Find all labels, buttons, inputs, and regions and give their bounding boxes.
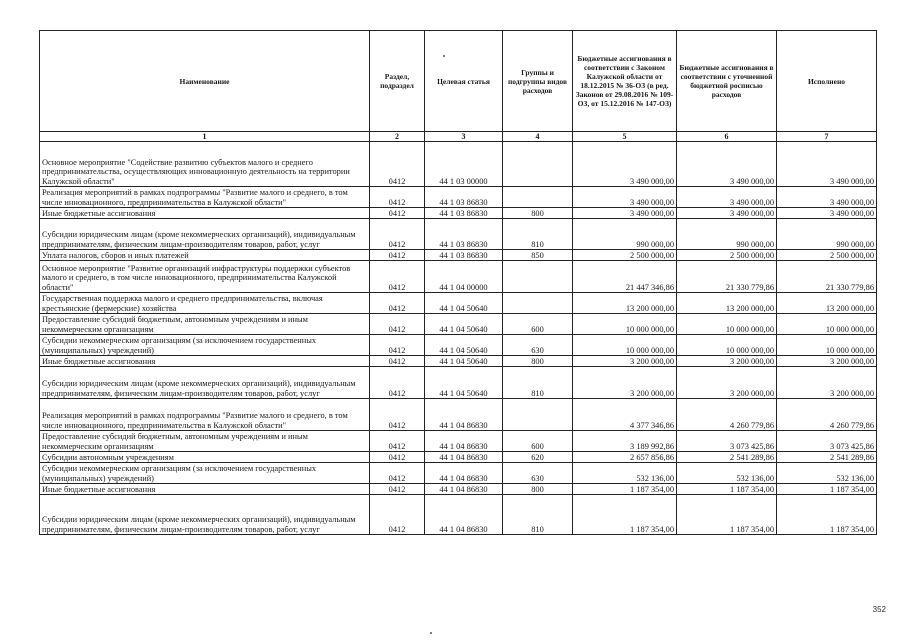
table-header-row bbox=[40, 31, 877, 132]
cell-group: 810 bbox=[503, 219, 573, 250]
table-row bbox=[40, 142, 877, 187]
cell-name: Реализация мероприятий в рамках подпрограммы "Развитие малого и среднего, в том числе инновационного, предпринимательства в Калужской области" bbox=[40, 187, 370, 208]
cell-refined: 4 260 779,86 bbox=[677, 399, 777, 431]
table-row bbox=[40, 495, 877, 535]
cell-target: 44 1 04 86830 bbox=[425, 399, 503, 431]
cell-name: Субсидии автономным учреждениям bbox=[40, 452, 370, 463]
cell-law: 4 377 346,86 bbox=[573, 399, 677, 431]
header-law: Бюджетные ассигнования в соответствии с Законом Калужской области от 18.12.2015 № 36-ОЗ (в ред. Законов от 29.08.2016 № 109-ОЗ, от 15.12.2016 № 147-ОЗ) bbox=[573, 31, 677, 132]
table-body bbox=[40, 142, 877, 535]
cell-name: Основное мероприятие "Развитие организаций инфраструктуры поддержки субъектов малого и среднего, в том числе инновационного, предпринимательства Калужской области" bbox=[40, 261, 370, 293]
cell-refined: 10 000 000,00 bbox=[677, 314, 777, 335]
cell-section: 0412 bbox=[370, 399, 425, 431]
cell-executed: 3 490 000,00 bbox=[777, 208, 877, 219]
cell-name: Субсидии юридическим лицам (кроме некоммерческих организаций), индивидуальным предпринимателям, физическим лицам-производителям товаров, работ, услуг bbox=[40, 219, 370, 250]
cell-section: 0412 bbox=[370, 356, 425, 367]
cell-section: 0412 bbox=[370, 431, 425, 452]
cell-law: 2 657 856,86 bbox=[573, 452, 677, 463]
cell-section: 0412 bbox=[370, 187, 425, 208]
cell-refined: 3 200 000,00 bbox=[677, 356, 777, 367]
column-number: 3 bbox=[425, 132, 503, 142]
header-refined: Бюджетные ассигнования в соответствии с уточненной бюджетной росписью расходов bbox=[677, 31, 777, 132]
cell-name: Основное мероприятие "Содействие развитию субъектов малого и среднего предпринимательства, осуществляющих инновационную деятельность на территории Калужской области" bbox=[40, 142, 370, 187]
cell-law: 3 200 000,00 bbox=[573, 367, 677, 399]
cell-name: Субсидии юридическим лицам (кроме некоммерческих организаций), индивидуальным предпринимателям, физическим лицам-производителям товаров, работ, услуг bbox=[40, 495, 370, 535]
table-row bbox=[40, 484, 877, 495]
cell-target: 44 1 04 86830 bbox=[425, 431, 503, 452]
table-row bbox=[40, 219, 877, 250]
cell-group bbox=[503, 142, 573, 187]
cell-executed: 2 541 289,86 bbox=[777, 452, 877, 463]
cell-executed: 4 260 779,86 bbox=[777, 399, 877, 431]
cell-group: 800 bbox=[503, 356, 573, 367]
cell-refined: 13 200 000,00 bbox=[677, 293, 777, 314]
cell-law: 3 189 992,86 bbox=[573, 431, 677, 452]
scan-speck bbox=[443, 55, 445, 57]
cell-target: 44 1 03 00000 bbox=[425, 142, 503, 187]
cell-executed: 3 490 000,00 bbox=[777, 187, 877, 208]
cell-group: 630 bbox=[503, 463, 573, 484]
cell-section: 0412 bbox=[370, 261, 425, 293]
header-target: Целевая статья bbox=[425, 31, 503, 132]
column-number: 2 bbox=[370, 132, 425, 142]
cell-group: 600 bbox=[503, 431, 573, 452]
cell-section: 0412 bbox=[370, 208, 425, 219]
cell-name: Иные бюджетные ассигнования bbox=[40, 208, 370, 219]
cell-target: 44 1 04 50640 bbox=[425, 356, 503, 367]
table-row bbox=[40, 399, 877, 431]
table-row bbox=[40, 250, 877, 261]
cell-section: 0412 bbox=[370, 293, 425, 314]
column-number: 7 bbox=[777, 132, 877, 142]
cell-target: 44 1 04 86830 bbox=[425, 452, 503, 463]
cell-executed: 10 000 000,00 bbox=[777, 335, 877, 356]
table-row bbox=[40, 293, 877, 314]
budget-table bbox=[39, 30, 877, 535]
cell-section: 0412 bbox=[370, 452, 425, 463]
cell-refined: 3 200 000,00 bbox=[677, 367, 777, 399]
table-row bbox=[40, 452, 877, 463]
column-number-row bbox=[40, 132, 877, 142]
header-executed: Исполнено bbox=[777, 31, 877, 132]
cell-section: 0412 bbox=[370, 367, 425, 399]
cell-executed: 21 330 779,86 bbox=[777, 261, 877, 293]
page-number: 352 bbox=[872, 605, 886, 614]
cell-refined: 10 000 000,00 bbox=[677, 335, 777, 356]
cell-group: 620 bbox=[503, 452, 573, 463]
cell-name: Государственная поддержка малого и среднего предпринимательства, включая крестьянские (фермерские) хозяйства bbox=[40, 293, 370, 314]
cell-executed: 3 073 425,86 bbox=[777, 431, 877, 452]
cell-target: 44 1 04 50640 bbox=[425, 367, 503, 399]
cell-target: 44 1 03 86830 bbox=[425, 208, 503, 219]
table-row bbox=[40, 367, 877, 399]
cell-name: Субсидии некоммерческим организациям (за исключением государственных (муниципальных) учреждений) bbox=[40, 335, 370, 356]
cell-refined: 532 136,00 bbox=[677, 463, 777, 484]
cell-group: 630 bbox=[503, 335, 573, 356]
cell-group: 800 bbox=[503, 208, 573, 219]
cell-name: Субсидии юридическим лицам (кроме некоммерческих организаций), индивидуальным предпринимателям, физическим лицам-производителям товаров, работ, услуг bbox=[40, 367, 370, 399]
cell-section: 0412 bbox=[370, 142, 425, 187]
scan-speck bbox=[430, 632, 432, 634]
table-row bbox=[40, 463, 877, 484]
cell-name: Предоставление субсидий бюджетным, автономным учреждениям и иным некоммерческим организациям bbox=[40, 431, 370, 452]
cell-refined: 1 187 354,00 bbox=[677, 495, 777, 535]
cell-executed: 532 136,00 bbox=[777, 463, 877, 484]
table-row bbox=[40, 261, 877, 293]
cell-section: 0412 bbox=[370, 335, 425, 356]
cell-law: 1 187 354,00 bbox=[573, 484, 677, 495]
cell-law: 3 490 000,00 bbox=[573, 187, 677, 208]
cell-section: 0412 bbox=[370, 314, 425, 335]
cell-law: 2 500 000,00 bbox=[573, 250, 677, 261]
cell-name: Иные бюджетные ассигнования bbox=[40, 484, 370, 495]
cell-law: 990 000,00 bbox=[573, 219, 677, 250]
cell-executed: 2 500 000,00 bbox=[777, 250, 877, 261]
cell-group bbox=[503, 293, 573, 314]
cell-name: Субсидии некоммерческим организациям (за исключением государственных (муниципальных) учреждений) bbox=[40, 463, 370, 484]
cell-section: 0412 bbox=[370, 463, 425, 484]
cell-executed: 10 000 000,00 bbox=[777, 314, 877, 335]
cell-name: Предоставление субсидий бюджетным, автономным учреждениям и иным некоммерческим организациям bbox=[40, 314, 370, 335]
table-row bbox=[40, 314, 877, 335]
column-number: 4 bbox=[503, 132, 573, 142]
cell-executed: 3 200 000,00 bbox=[777, 367, 877, 399]
cell-group: 810 bbox=[503, 495, 573, 535]
cell-target: 44 1 04 50640 bbox=[425, 293, 503, 314]
cell-target: 44 1 03 86830 bbox=[425, 250, 503, 261]
cell-refined: 3 490 000,00 bbox=[677, 187, 777, 208]
column-number: 6 bbox=[677, 132, 777, 142]
cell-name: Иные бюджетные ассигнования bbox=[40, 356, 370, 367]
cell-group bbox=[503, 399, 573, 431]
cell-law: 1 187 354,00 bbox=[573, 495, 677, 535]
cell-target: 44 1 04 86830 bbox=[425, 495, 503, 535]
column-number: 5 bbox=[573, 132, 677, 142]
cell-refined: 3 073 425,86 bbox=[677, 431, 777, 452]
cell-target: 44 1 04 86830 bbox=[425, 463, 503, 484]
cell-target: 44 1 04 50640 bbox=[425, 314, 503, 335]
cell-name: Реализация мероприятий в рамках подпрограммы "Развитие малого и среднего, в том числе инновационного, предпринимательства в Калужской области" bbox=[40, 399, 370, 431]
cell-law: 21 447 346,86 bbox=[573, 261, 677, 293]
header-name: Наименование bbox=[40, 31, 370, 132]
cell-law: 532 136,00 bbox=[573, 463, 677, 484]
cell-executed: 3 200 000,00 bbox=[777, 356, 877, 367]
table-row bbox=[40, 356, 877, 367]
table-row bbox=[40, 431, 877, 452]
cell-law: 3 200 000,00 bbox=[573, 356, 677, 367]
cell-law: 3 490 000,00 bbox=[573, 208, 677, 219]
cell-section: 0412 bbox=[370, 219, 425, 250]
cell-law: 10 000 000,00 bbox=[573, 314, 677, 335]
header-group: Группы и подгруппы видов расходов bbox=[503, 31, 573, 132]
table-row bbox=[40, 208, 877, 219]
cell-group: 800 bbox=[503, 484, 573, 495]
cell-group: 850 bbox=[503, 250, 573, 261]
cell-name: Уплата налогов, сборов и иных платежей bbox=[40, 250, 370, 261]
table-row bbox=[40, 335, 877, 356]
cell-target: 44 1 03 86830 bbox=[425, 219, 503, 250]
cell-group bbox=[503, 261, 573, 293]
cell-section: 0412 bbox=[370, 495, 425, 535]
cell-group: 600 bbox=[503, 314, 573, 335]
cell-group: 810 bbox=[503, 367, 573, 399]
table-row bbox=[40, 187, 877, 208]
cell-refined: 2 541 289,86 bbox=[677, 452, 777, 463]
cell-law: 3 490 000,00 bbox=[573, 142, 677, 187]
cell-executed: 990 000,00 bbox=[777, 219, 877, 250]
cell-executed: 13 200 000,00 bbox=[777, 293, 877, 314]
header-section: Раздел, подраздел bbox=[370, 31, 425, 132]
cell-refined: 21 330 779,86 bbox=[677, 261, 777, 293]
cell-refined: 3 490 000,00 bbox=[677, 208, 777, 219]
cell-refined: 2 500 000,00 bbox=[677, 250, 777, 261]
cell-section: 0412 bbox=[370, 250, 425, 261]
cell-target: 44 1 04 50640 bbox=[425, 335, 503, 356]
cell-target: 44 1 04 86830 bbox=[425, 484, 503, 495]
cell-refined: 1 187 354,00 bbox=[677, 484, 777, 495]
cell-executed: 1 187 354,00 bbox=[777, 484, 877, 495]
cell-executed: 3 490 000,00 bbox=[777, 142, 877, 187]
cell-section: 0412 bbox=[370, 484, 425, 495]
cell-refined: 3 490 000,00 bbox=[677, 142, 777, 187]
cell-refined: 990 000,00 bbox=[677, 219, 777, 250]
cell-target: 44 1 03 86830 bbox=[425, 187, 503, 208]
cell-target: 44 1 04 00000 bbox=[425, 261, 503, 293]
cell-law: 13 200 000,00 bbox=[573, 293, 677, 314]
column-number: 1 bbox=[40, 132, 370, 142]
cell-law: 10 000 000,00 bbox=[573, 335, 677, 356]
cell-executed: 1 187 354,00 bbox=[777, 495, 877, 535]
cell-group bbox=[503, 187, 573, 208]
